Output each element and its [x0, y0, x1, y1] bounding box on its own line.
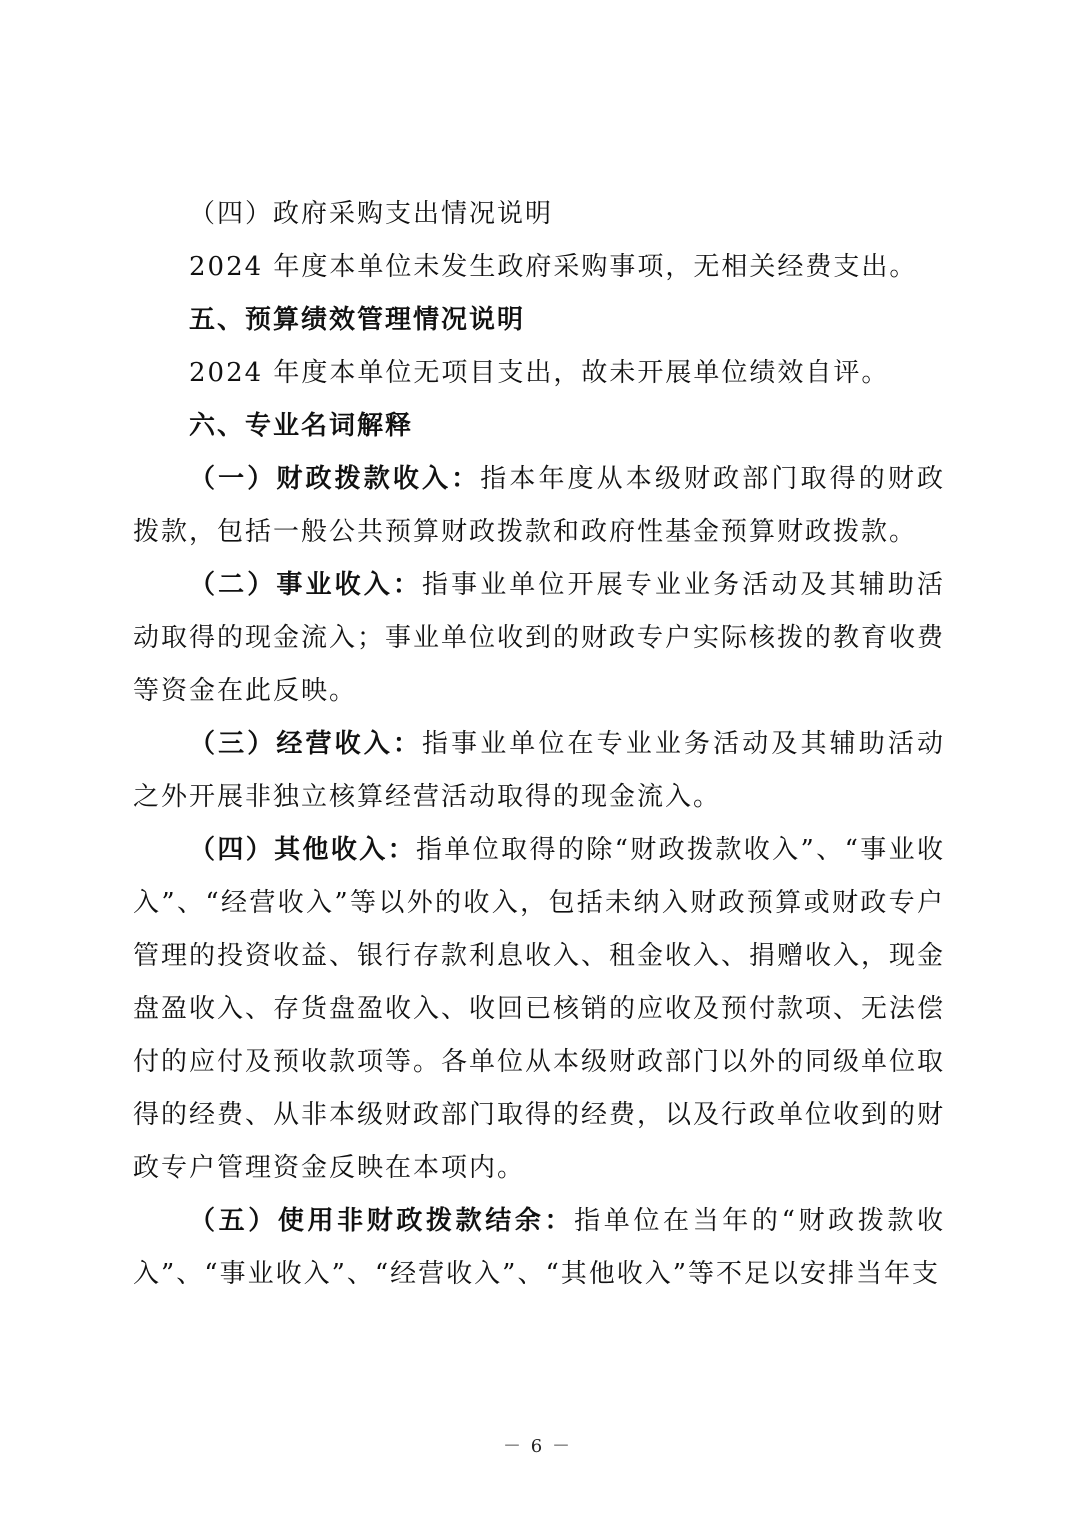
glossary-term: （五）使用非财政拨款结余： [189, 1206, 575, 1236]
performance-management-body: 2024 年度本单位无项目支出，故未开展单位绩效自评。 [189, 358, 890, 388]
glossary-item-fiscal-appropriation [133, 453, 945, 559]
glossary-term: （三）经营收入： [189, 729, 422, 759]
glossary-definition: 指事业单位开展专业业务活动及其辅助活动取得的现金流入；事业单位收到的财政专户实际核拨的教育收费等资金在此反映。 [133, 570, 946, 706]
page-number: － 6 － [503, 1436, 572, 1457]
glossary-definition: 指单位在当年的“财政拨款收入”、“事业收入”、“经营收入”、“其他收入”等不足以安排当年支 [133, 1206, 945, 1289]
glossary-term: （二）事业收入： [189, 570, 422, 600]
glossary-item-operating-income [133, 718, 945, 824]
glossary-definition: 指单位取得的除“财政拨款收入”、“事业收入”、“经营收入”等以外的收入，包括未纳入财政预算或财政专户管理的投资收益、银行存款利息收入、租金收入、捐赠收入，现金盘盈收入、存货盘盈收入、收回已核销的应收及预付款项、无法偿付的应付及预收款项等。各单位从本级财政部门以外的同级单位取得的经费、从非本级财政部门取得的经费，以及行政单位收到的财政专户管理资金反映在本项内。 [133, 835, 946, 1183]
glossary-item-business-income [133, 559, 945, 718]
glossary-term: （一）财政拨款收入： [189, 464, 481, 494]
glossary-item-non-fiscal-balance [133, 1195, 945, 1301]
page-content [133, 188, 945, 1301]
performance-management-heading: 五、预算绩效管理情况说明 [189, 305, 526, 335]
glossary-term: （四）其他收入： [189, 835, 416, 865]
glossary-definition: 指本年度从本级财政部门取得的财政拨款，包括一般公共预算财政拨款和政府性基金预算财政拨款。 [133, 464, 945, 547]
government-procurement-heading: （四）政府采购支出情况说明 [189, 199, 554, 229]
glossary-item-other-income [133, 824, 945, 1195]
government-procurement-body: 2024 年度本单位未发生政府采购事项，无相关经费支出。 [189, 252, 918, 282]
glossary-heading: 六、专业名词解释 [189, 411, 414, 441]
glossary-definition: 指事业单位在专业业务活动及其辅助活动之外开展非独立核算经营活动取得的现金流入。 [133, 729, 945, 812]
